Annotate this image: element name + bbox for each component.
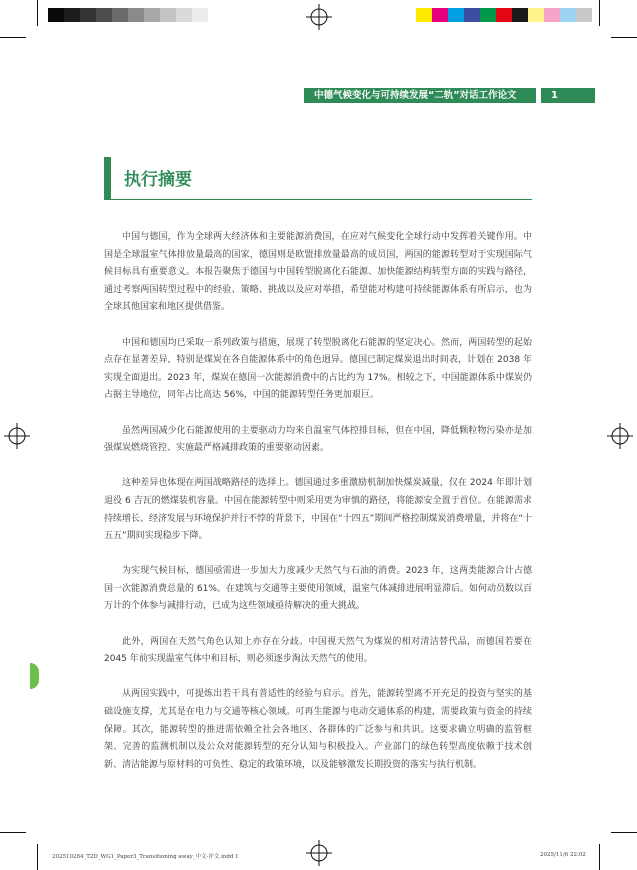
paragraph: 虽然两国减少化石能源使用的主要驱动力均来自温室气体控排目标，但在中国，降低颗粒物污染亦是加强煤炭燃烧管控、实施最严格减排政策的重要驱动因素。 <box>104 425 532 454</box>
section-title: 执行摘要 <box>124 170 192 190</box>
registration-mark-top <box>306 4 332 30</box>
paragraph: 从两国实践中，可提炼出若干具有普适性的经验与启示。首先，能源转型离不开充足的投资与坚实的基础设施支撑，尤其是在电力与交通等核心领域。可再生能源与电动交通体系的构建，需要政策与资金的持续保障。其次，能源转型的推进需依赖全社会各地区、各群体的广泛参与和共识。这要求确立明确的监管框架、完善的监测机制以及公众对能源转型的充分认知与积极投入。产业部门的绿色转型高度依赖于技术创新、清洁能源与原材料的可负性、稳定的政策环境，以及能够激发长期投资的落实与执行机制。 <box>104 689 532 770</box>
registration-mark-right <box>607 423 633 449</box>
paragraph: 这种差异也体现在两国战略路径的选择上。德国通过多重激励机制加快煤炭减量，仅在 2024 年即计划退役 6 吉瓦的燃煤装机容量。中国在能源转型中则采用更为审慎的路径，将能源安全置于首位。在能源需求持续增长、经济发展与环境保护并行不悖的背景下，中国在“十四五”期间严格控制煤炭消费增量，并将在“十五五”期间实现稳步下降。 <box>104 478 532 542</box>
title-underline <box>104 199 532 200</box>
registration-mark-left <box>4 423 30 449</box>
paragraph: 为实现气候目标，德国亟需进一步加大力度减少天然气与石油的消费。2023 年，这两类能源合计占德国一次能源消费总量的 61%。在建筑与交通等主要使用领域，温室气体减排进展明显滞后。如何动员数以百万计的个体参与减排行动，已成为这些领域亟待解决的重大挑战。 <box>104 566 532 612</box>
chapter-side-tab <box>30 663 39 689</box>
page-number: 1 <box>541 88 595 103</box>
title-accent-bar <box>104 157 111 199</box>
paragraph: 中国与德国，作为全球两大经济体和主要能源消费国，在应对气候变化全球行动中发挥着关键作用。中国是全球温室气体排放量最高的国家，德国则是欧盟排放量最高的成员国，两国的能源转型对于实现国际气候目标具有重要意义。本报告聚焦于德国与中国转型脱离化石能源、加快能源结构转型方面的实践与路径，通过考察两国转型过程中的经验、策略、挑战以及应对举措，希望能对构建可持续能源体系有所启示，也为全球其他国家和地区提供借鉴。 <box>104 232 532 313</box>
running-header-title: 中德气候变化与可持续发展“二轨”对话工作论文 <box>304 88 536 103</box>
print-slug-datetime: 2025/11/6 22:02 <box>540 852 586 858</box>
registration-mark-bottom <box>306 840 332 866</box>
body-text <box>104 229 532 792</box>
print-slug-file: 202510284_T2D_WG1_Paper3_Transitioning away_中文-评文.indd 1 <box>52 854 239 860</box>
paragraph: 此外，两国在天然气角色认知上亦存在分歧。中国视天然气为煤炭的相对清洁替代品，而德国若要在 2045 年前实现温室气体中和目标，则必须逐步淘汰天然气的使用。 <box>104 636 532 665</box>
paragraph: 中国和德国均已采取一系列政策与措施，展现了转型脱离化石能源的坚定决心。然而，两国转型的起始点存在显著差异，特别是煤炭在各自能源体系中的角色迥异。德国已制定煤炭退出时间表，计划在 2038 年实现全面退出。2023 年，煤炭在德国一次能源消费中的占比约为 17%。相较之下，中国能源体系中煤炭仍占据主导地位，同年占比高达 56%，中国的能源转型任务更加艰巨。 <box>104 337 532 401</box>
